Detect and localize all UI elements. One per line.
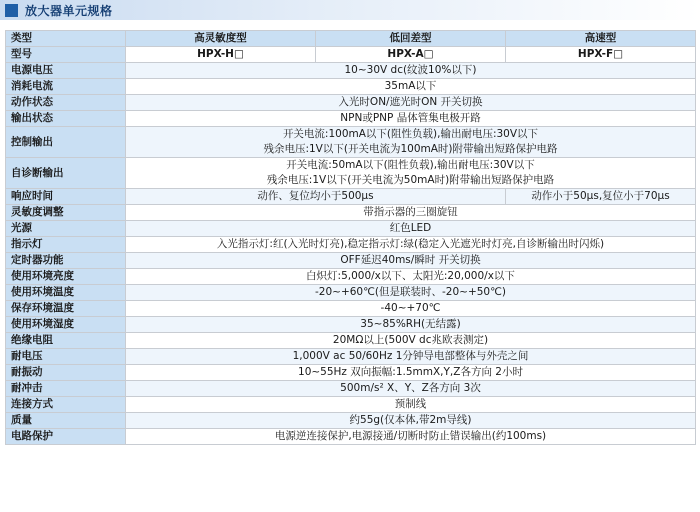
row-label: 指示灯 <box>6 237 126 253</box>
row-value-line: -40~+70℃ <box>380 302 441 314</box>
row-value-line: 35~85%RH(无结露) <box>360 318 461 330</box>
section-title: 放大器单元规格 <box>25 3 113 18</box>
row-value <box>126 269 696 285</box>
row-value-line: 10~30V dc(纹波10%以下) <box>344 64 477 76</box>
row-value-line: 残余电压:1V以下(开关电流为100mA时)附带输出短路保护电路 <box>263 143 558 155</box>
row-value-line: -20~+60℃(但是联装时、-20~+50℃) <box>315 286 506 298</box>
row-label: 保存环境温度 <box>6 301 126 317</box>
row-value <box>126 413 696 429</box>
row-label: 质量 <box>6 413 126 429</box>
row-value-line: 1,000V ac 50/60Hz 1分钟导电部整体与外壳之间 <box>292 350 529 362</box>
table-row <box>6 301 696 317</box>
header-col-high-speed: 高速型 <box>506 31 696 47</box>
row-value-line: 带指示器的三圈旋钮 <box>363 206 458 218</box>
row-value <box>126 158 696 189</box>
row-label: 光源 <box>6 221 126 237</box>
model-col-a: HPX-A□ <box>316 47 506 63</box>
row-value-line: 开关电流:50mA以下(阻性负载),输出耐电压:30V以下 <box>286 159 535 171</box>
header-col-high-sensitivity: 高灵敏度型 <box>126 31 316 47</box>
row-value <box>126 237 696 253</box>
table-row <box>6 349 696 365</box>
model-label-cell: 型号 <box>6 47 126 63</box>
table-row <box>6 127 696 158</box>
row-label: 灵敏度调整 <box>6 205 126 221</box>
row-value-line: 500m/s² X、Y、Z各方向 3次 <box>340 382 481 394</box>
row-label: 动作状态 <box>6 95 126 111</box>
table-row <box>6 221 696 237</box>
row-value <box>126 397 696 413</box>
row-value-line: OFF延迟40ms/瞬时 开关切换 <box>340 254 481 266</box>
row-value-line: 白炽灯:5,000/x以下、太阳光:20,000/x以下 <box>306 270 515 282</box>
row-label: 电源电压 <box>6 63 126 79</box>
row-label: 控制输出 <box>6 127 126 158</box>
row-value-line: 电源逆连接保护,电源接通/切断时防止错误输出(约100ms) <box>274 430 547 442</box>
row-value-line: 20MΩ以上(500V dc兆欧表测定) <box>332 334 489 346</box>
row-value-line: NPN或PNP 晶体管集电极开路 <box>340 112 481 124</box>
table-row <box>6 205 696 221</box>
row-value <box>126 221 696 237</box>
row-value <box>126 79 696 95</box>
row-value <box>126 111 696 127</box>
table-row <box>6 79 696 95</box>
row-value <box>126 127 696 158</box>
section-square-icon <box>5 4 18 17</box>
row-value-line: 开关电流:100mA以下(阻性负载),输出耐电压:30V以下 <box>282 128 539 140</box>
row-label: 耐电压 <box>6 349 126 365</box>
row-label: 消耗电流 <box>6 79 126 95</box>
row-label: 使用环境湿度 <box>6 317 126 333</box>
row-value-line: 预制线 <box>394 398 427 410</box>
table-row <box>6 397 696 413</box>
row-value-right: 动作小于50μs,复位小于70μs <box>506 189 696 205</box>
row-value <box>126 253 696 269</box>
row-value <box>126 349 696 365</box>
row-value-line: 入光时ON/遮光时ON 开关切换 <box>338 96 483 108</box>
table-row <box>6 317 696 333</box>
row-value-line: 约55g(仅本体,带2m导线) <box>349 414 472 426</box>
row-value <box>126 317 696 333</box>
row-label: 使用环境亮度 <box>6 269 126 285</box>
row-value <box>126 63 696 79</box>
table-row <box>6 63 696 79</box>
table-row <box>6 381 696 397</box>
table-row <box>6 158 696 189</box>
row-value <box>126 301 696 317</box>
table-row <box>6 365 696 381</box>
row-value <box>126 285 696 301</box>
table-row <box>6 429 696 445</box>
row-value <box>126 365 696 381</box>
row-label: 电路保护 <box>6 429 126 445</box>
row-label: 响应时间 <box>6 189 126 205</box>
row-value-line: 10~55Hz 双向振幅:1.5mmX,Y,Z各方向 2小时 <box>298 366 523 378</box>
spec-table <box>5 30 696 445</box>
row-value-left: 动作、复位均小于500μs <box>126 189 506 205</box>
table-row <box>6 111 696 127</box>
table-row <box>6 269 696 285</box>
row-label: 绝缘电阻 <box>6 333 126 349</box>
table-row <box>6 285 696 301</box>
table-row <box>6 237 696 253</box>
header-col-low-hysteresis: 低回差型 <box>316 31 506 47</box>
row-label: 连接方式 <box>6 397 126 413</box>
row-label: 使用环境温度 <box>6 285 126 301</box>
table-row <box>6 253 696 269</box>
section-header <box>0 0 700 20</box>
model-row <box>6 47 696 63</box>
table-row <box>6 189 696 205</box>
table-row <box>6 95 696 111</box>
row-label: 耐振动 <box>6 365 126 381</box>
row-value <box>126 205 696 221</box>
row-value <box>126 95 696 111</box>
row-label: 输出状态 <box>6 111 126 127</box>
model-col-f: HPX-F□ <box>506 47 696 63</box>
table-row <box>6 413 696 429</box>
header-label-cell: 类型 <box>6 31 126 47</box>
row-value <box>126 333 696 349</box>
row-value <box>126 429 696 445</box>
row-label: 定时器功能 <box>6 253 126 269</box>
row-value-line: 残余电压:1V以下(开关电流为50mA时)附带输出短路保护电路 <box>266 174 555 186</box>
row-label: 耐冲击 <box>6 381 126 397</box>
table-header-row <box>6 31 696 47</box>
row-value <box>126 381 696 397</box>
row-value-line: 35mA以下 <box>384 80 437 92</box>
table-row <box>6 333 696 349</box>
model-col-h: HPX-H□ <box>126 47 316 63</box>
row-value-line: 红色LED <box>389 222 432 234</box>
row-value-line: 入光指示灯:红(入光时灯亮),稳定指示灯:绿(稳定入光遮光时灯亮,自诊断输出时闪烁) <box>216 238 605 250</box>
row-label: 自诊断输出 <box>6 158 126 189</box>
